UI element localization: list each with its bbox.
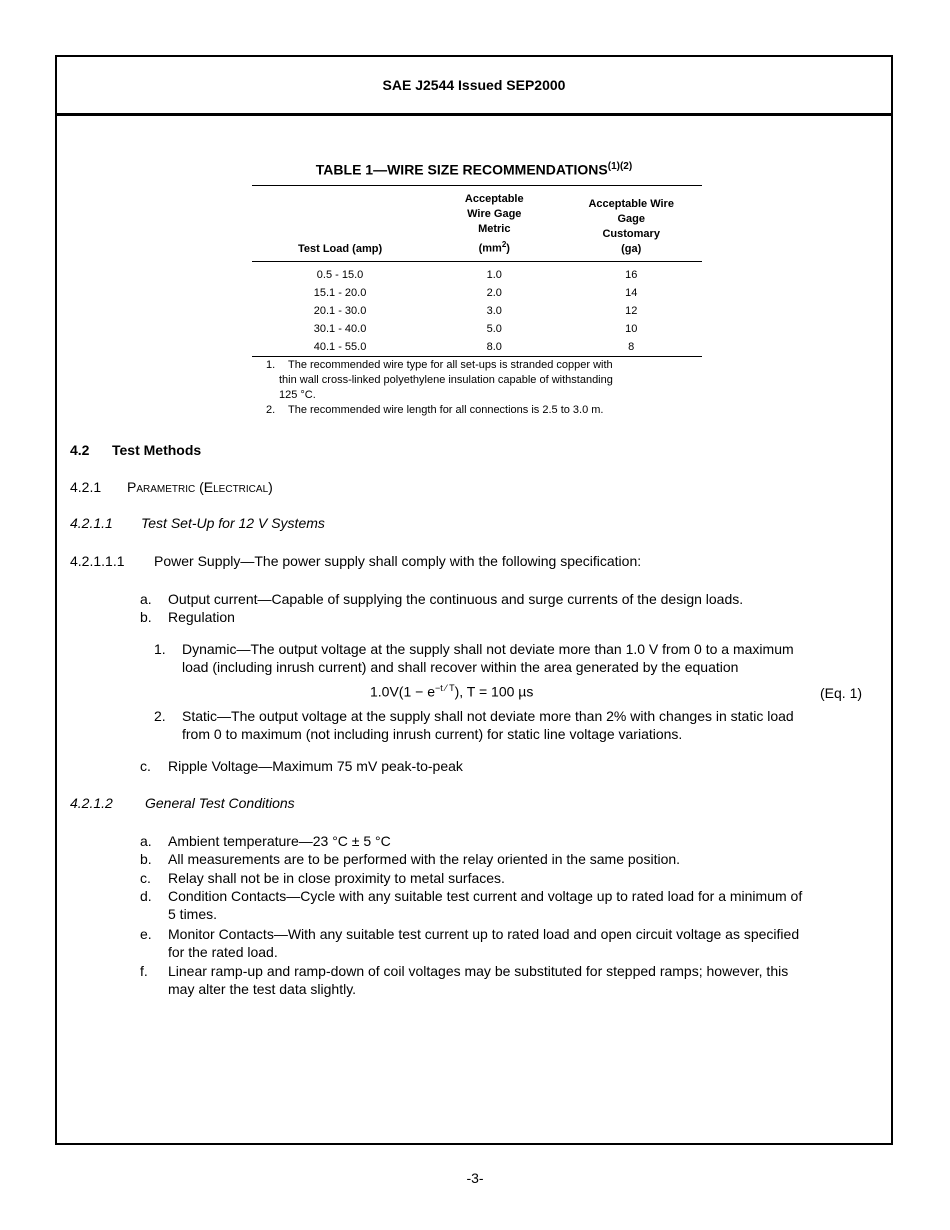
page-frame xyxy=(55,55,893,1145)
table-row: 40.1 - 55.0 8.0 8 xyxy=(252,338,702,357)
section-4-2-1-2-title: General Test Conditions xyxy=(145,795,295,811)
sublist-item-dynamic: Dynamic—The output voltage at the supply shall not deviate more than 1.0 V from 0 to a maximum load (including inrush current) and shall recover within the area generated by the equation xyxy=(182,641,794,675)
list-item-label: b. xyxy=(140,609,152,625)
col-customary: Acceptable Wire Gage Customary (ga) xyxy=(560,186,702,262)
section-4-2-1-1-number: 4.2.1.1 xyxy=(70,515,113,531)
col-metric: Acceptable Wire Gage Metric $(mm^2)$ xyxy=(428,186,560,262)
list-item-metal-proximity: Relay shall not be in close proximity to metal surfaces. xyxy=(168,870,505,886)
list-item-label: c. xyxy=(140,870,151,886)
table-row: 20.1 - 30.0 3.0 12 xyxy=(313,304,638,317)
list-item-ripple-voltage: Ripple Voltage—Maximum 75 mV peak-to-peak xyxy=(168,758,463,774)
list-item-label: d. xyxy=(140,888,152,904)
list-item-label: c. xyxy=(140,758,151,774)
section-4-2-title: Test Methods xyxy=(112,442,202,458)
table-row: 0.5 - 15.0 1.0 16 xyxy=(316,268,638,281)
table-title xyxy=(57,161,891,178)
section-4-2-1-1-title: Test Set-Up for 12 V Systems xyxy=(141,515,325,531)
list-item-label: f. xyxy=(140,963,148,979)
equation-1: $1.0V(1 - e^{-t ⁄ T})$, T = 100 µs xyxy=(370,683,534,700)
table-footnote-2: 2. The recommended wire length for all connections is 2.5 to 3.0 m. xyxy=(266,404,604,416)
table-header-row xyxy=(252,186,702,262)
list-item-regulation: Regulation xyxy=(168,609,235,625)
section-4-2-1-1-1-text: Power Supply—The power supply shall comply with the following specification: xyxy=(154,553,642,569)
list-item-measurements: All measurements are to be performed with the relay oriented in the same position. xyxy=(168,851,681,867)
list-item-label: a. xyxy=(140,833,152,849)
wire-size-table xyxy=(252,185,702,357)
list-item-ambient-temperature: Ambient temperature—23 °C ± 5 °C xyxy=(168,833,391,849)
page-number: -3- xyxy=(466,1170,484,1186)
equation-1-label: (Eq. 1) xyxy=(820,685,863,701)
list-item-monitor-contacts: Monitor Contacts—With any suitable test current up to rated load and open circuit voltage as specified for the rated load. xyxy=(168,926,800,960)
list-item-label: b. xyxy=(140,851,152,867)
list-item-output-current: Output current—Capable of supplying the continuous and surge currents of the design loads. xyxy=(168,591,744,607)
document-header xyxy=(57,57,891,116)
section-4-2-1-title: Parametric (Electrical) xyxy=(127,479,273,495)
list-item-condition-contacts: Condition Contacts—Cycle with any suitable test current and voltage up to rated load for a minimum of 5 times. xyxy=(168,888,803,922)
document-title: SAE J2544 Issued SEP2000 xyxy=(382,77,566,93)
list-item-linear-ramp: Linear ramp-up and ramp-down of coil voltages may be substituted for stepped ramps; however, this may alter the test data slightly. xyxy=(168,963,789,997)
sublist-item-static: Static—The output voltage at the supply shall not deviate more than 2% with changes in static load from 0 to maximum (not including inrush current) for static line voltage variations. xyxy=(182,708,794,742)
list-item-label: a. xyxy=(140,591,152,607)
table-row: 30.1 - 40.0 5.0 10 xyxy=(313,322,638,335)
table-row: 15.1 - 20.0 2.0 14 xyxy=(313,286,638,299)
col-test-load: Test Load (amp) xyxy=(252,186,428,262)
table-title-refs: (1)(2) xyxy=(607,161,633,172)
table-title-text: TABLE 1—WIRE SIZE RECOMMENDATIONS xyxy=(315,161,608,178)
sublist-item-label: 2. xyxy=(154,708,166,724)
sublist-item-label: 1. xyxy=(154,641,166,657)
section-4-2-1-2-number: 4.2.1.2 xyxy=(70,795,113,811)
section-4-2-number: 4.2 xyxy=(70,442,90,458)
table-footnote-1: 1. The recommended wire type for all set-ups is stranded copper with thin wall cross-linked polyethylene insulation capable of withstanding 125 °C. xyxy=(266,359,613,401)
section-4-2-1-1-1-number: 4.2.1.1.1 xyxy=(70,553,125,569)
section-4-2-1-number: 4.2.1 xyxy=(70,479,102,495)
list-item-label: e. xyxy=(140,926,152,942)
